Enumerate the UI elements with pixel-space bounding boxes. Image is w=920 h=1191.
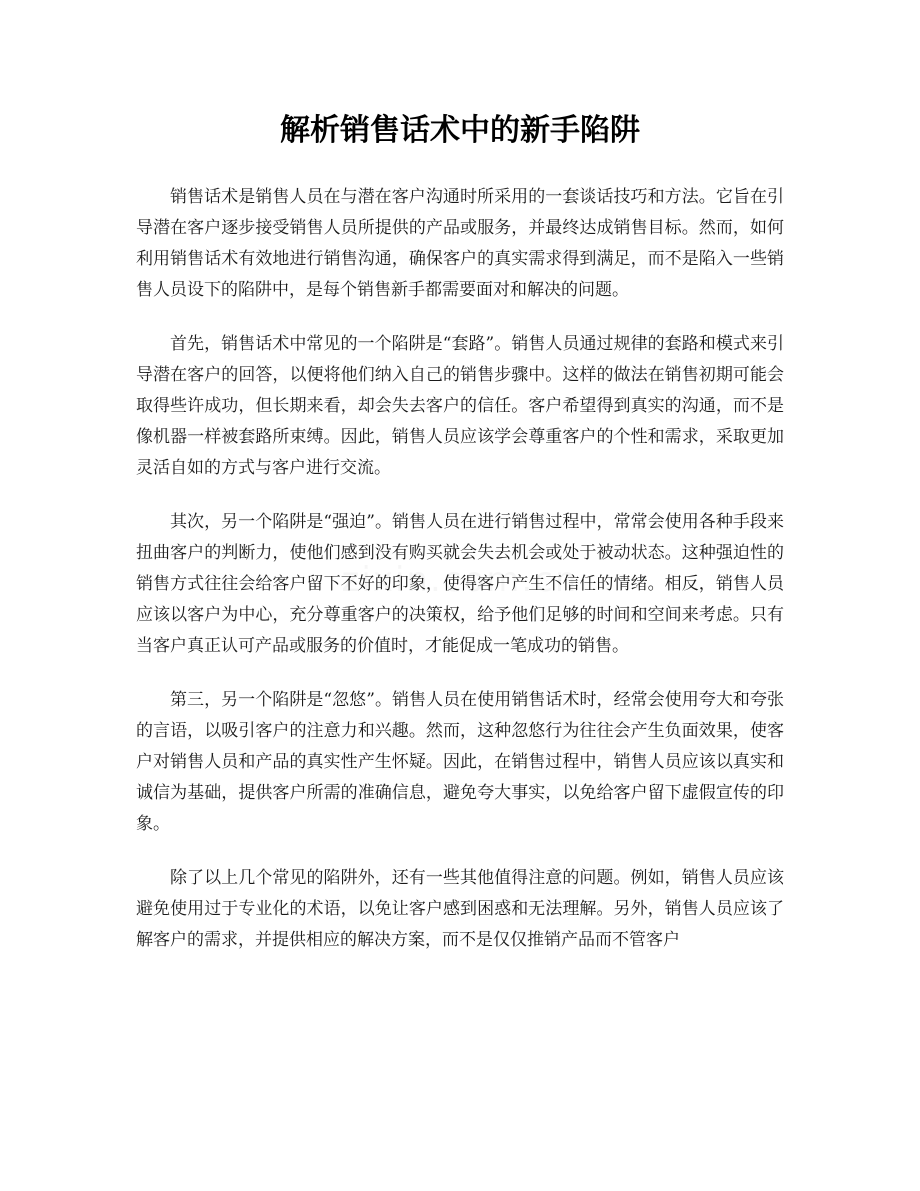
paragraph-intro: 销售话术是销售人员在与潜在客户沟通时所采用的一套谈话技巧和方法。它旨在引导潜在客户逐步接受销售人员所提供的产品或服务，并最终达成销售目标。然而，如何利用销售话术有效地进行销售沟通，确保客户的真实需求得到满足，而不是陷入一些销售人员设下的陷阱中，是每个销售新手都需要面对和解决的问题。 bbox=[136, 187, 784, 300]
document-body bbox=[136, 182, 784, 979]
paragraph-other-issues: 除了以上几个常见的陷阱外，还有一些其他值得注意的问题。例如，销售人员应该避免使用过于专业化的术语，以免让客户感到困惑和无法理解。另外，销售人员应该了解客户的需求，并提供相应的解决方案，而不是仅仅推销产品而不管客户 bbox=[136, 868, 784, 950]
document-title: 解析销售话术中的新手陷阱 bbox=[280, 113, 640, 148]
paragraph-trap-coercion: 其次，另一个陷阱是“强迫”。销售人员在进行销售过程中，常常会使用各种手段来扭曲客户的判断力，使他们感到没有购买就会失去机会或处于被动状态。这种强迫性的销售方式往往会给客户留下不好的印象，使得客户产生不信任的情绪。相反，销售人员应该以客户为中心，充分尊重客户的决策权，给予他们足够的时间和空间来考虑。只有当客户真正认可产品或服务的价值时，才能促成一笔成功的销售。 bbox=[136, 512, 784, 656]
paragraph-trap-hype: 第三，另一个陷阱是“忽悠”。销售人员在使用销售话术时，经常会使用夸大和夸张的言语，以吸引客户的注意力和兴趣。然而，这种忽悠行为往往会产生负面效果，使客户对销售人员和产品的真实性产生怀疑。因此，在销售过程中，销售人员应该以真实和诚信为基础，提供客户所需的准确信息，避免夸大事实，以免给客户留下虚假宣传的印象。 bbox=[136, 690, 784, 834]
paragraph-trap-routine: 首先，销售话术中常见的一个陷阱是“套路”。销售人员通过规律的套路和模式来引导潜在客户的回答，以便将他们纳入自己的销售步骤中。这样的做法在销售初期可能会取得些许成功，但长期来看，却会失去客户的信任。客户希望得到真实的沟通，而不是像机器一样被套路所束缚。因此，销售人员应该学会尊重客户的个性和需求，采取更加灵活自如的方式与客户进行交流。 bbox=[136, 334, 784, 478]
